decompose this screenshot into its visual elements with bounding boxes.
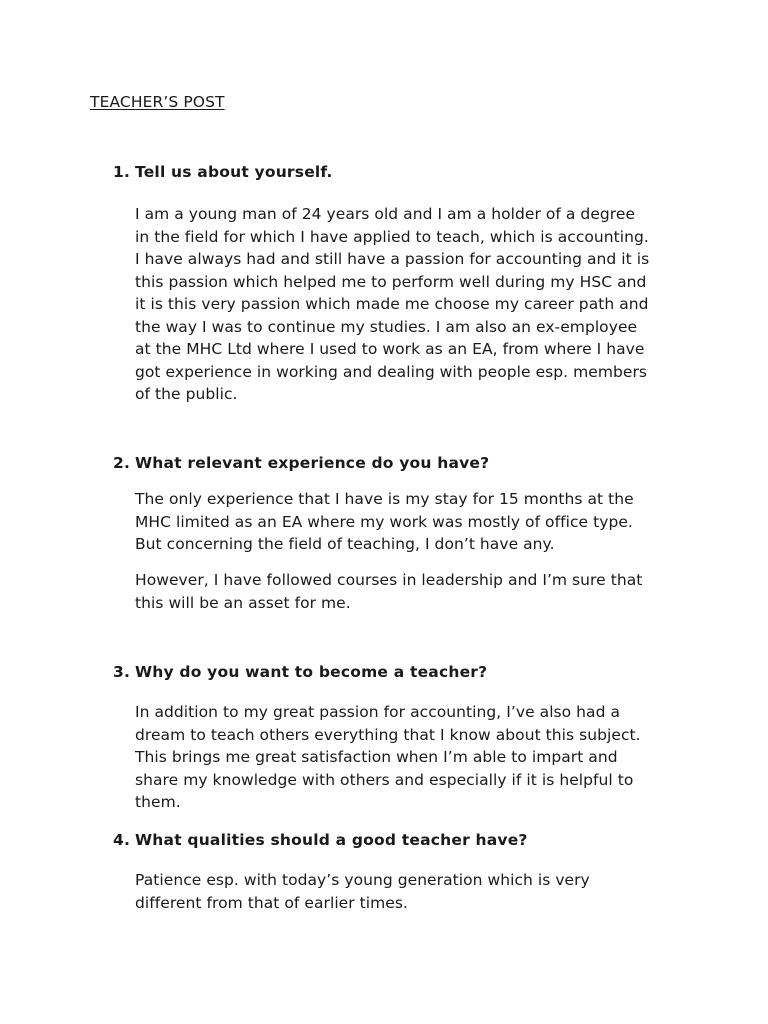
answer-line: I have always had and still have a passion for accounting and it is xyxy=(135,250,650,268)
answer-line: them. xyxy=(135,793,181,811)
answer-line: in the field for which I have applied to teach, which is accounting. xyxy=(135,227,649,246)
question-1-heading xyxy=(113,163,333,181)
question-text: What relevant experience do you have? xyxy=(135,454,490,472)
answer-3-paragraph xyxy=(135,701,680,814)
answer-line: different from that of earlier times. xyxy=(135,893,408,912)
question-text: Tell us about yourself. xyxy=(135,163,333,181)
answer-line: of the public. xyxy=(135,385,238,403)
answer-line: But concerning the field of teaching, I don’t have any. xyxy=(135,535,555,553)
answer-line: at the MHC Ltd where I used to work as an EA, from where I have xyxy=(135,340,645,358)
answer-line: got experience in working and dealing with people esp. members xyxy=(135,362,648,381)
answer-line: I am a young man of 24 years old and I am a holder of a degree xyxy=(135,205,636,223)
question-number: 2. xyxy=(113,454,131,472)
answer-line: However, I have followed courses in leadership and I’m sure that xyxy=(135,571,643,589)
answer-2-paragraph-1 xyxy=(135,488,680,556)
question-4-heading xyxy=(113,831,528,849)
answer-2-paragraph-2 xyxy=(135,569,680,614)
document-title: TEACHER’S POST xyxy=(90,93,225,111)
answer-line: this will be an asset for me. xyxy=(135,593,351,612)
answer-line: The only experience that I have is my stay for 15 months at the xyxy=(135,490,634,508)
answer-line: Patience esp. with today’s young generation which is very xyxy=(135,871,590,889)
question-number: 3. xyxy=(113,663,131,681)
question-text: What qualities should a good teacher have? xyxy=(135,831,528,849)
answer-line: the way I was to continue my studies. I am also an ex-employee xyxy=(135,317,638,336)
answer-line: this passion which helped me to perform well during my HSC and xyxy=(135,272,647,291)
answer-4-paragraph xyxy=(135,869,680,914)
answer-1-paragraph xyxy=(135,203,680,406)
question-3-heading xyxy=(113,663,487,681)
answer-line: In addition to my great passion for accounting, I’ve also had a xyxy=(135,703,621,721)
answer-line: share my knowledge with others and especially if it is helpful to xyxy=(135,770,634,789)
answer-line: it is this very passion which made me choose my career path and xyxy=(135,295,649,313)
answer-line: This brings me great satisfaction when I’m able to impart and xyxy=(135,748,618,766)
answer-line: MHC limited as an EA where my work was mostly of office type. xyxy=(135,512,633,531)
question-number: 4. xyxy=(113,831,131,849)
question-text: Why do you want to become a teacher? xyxy=(135,663,488,681)
question-2-heading xyxy=(113,454,489,472)
question-number: 1. xyxy=(113,163,131,181)
answer-line: dream to teach others everything that I know about this subject. xyxy=(135,725,641,744)
